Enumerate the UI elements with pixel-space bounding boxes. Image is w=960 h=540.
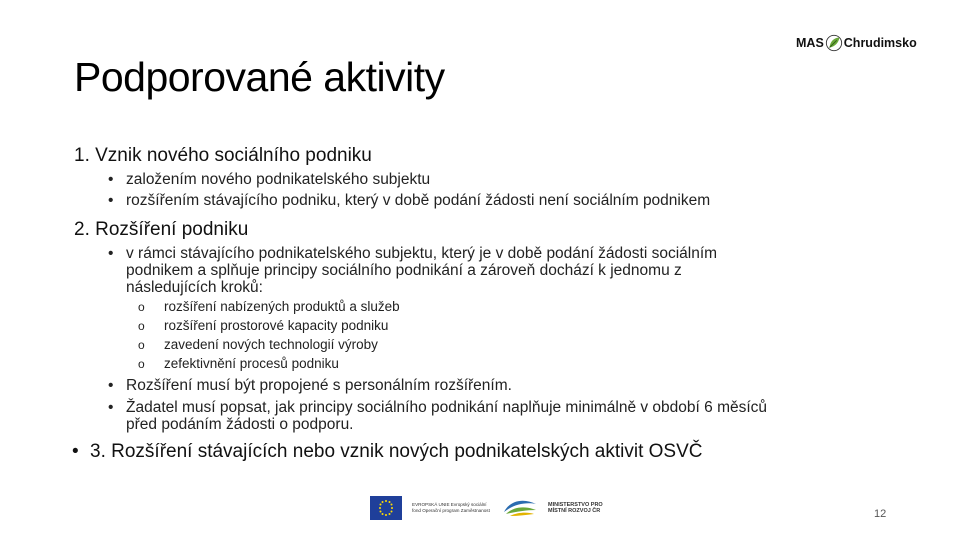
page-number: 12 xyxy=(874,508,887,520)
section-1-bullet-2 xyxy=(108,192,710,210)
section-3 xyxy=(72,441,703,463)
mmr-logo-icon xyxy=(502,496,538,520)
bullet-dot: • xyxy=(108,245,114,262)
eu-logo-text: EVROPSKÁ UNIE Evropský sociální fond Operační program Zaměstnanost xyxy=(412,502,490,513)
sub-item-text: zavedení nových technologií výroby xyxy=(164,337,378,352)
sub-item-text: zefektivnění procesů podniku xyxy=(164,356,339,371)
bullet-dot: • xyxy=(72,441,79,462)
logo-text-chrudimsko: Chrudimsko xyxy=(843,36,917,50)
logo-text-mas: MAS xyxy=(796,36,824,50)
sub-item-1 xyxy=(138,299,400,314)
sub-item-2 xyxy=(138,318,388,333)
bullet-text: rozšířením stávajícího podniku, který v době podání žádosti není sociálním podnikem xyxy=(126,192,711,209)
section-2-note-1 xyxy=(108,377,512,395)
sub-item-4 xyxy=(138,356,339,371)
circle-outline-icon: o xyxy=(138,319,145,333)
bullet-dot: • xyxy=(108,399,114,416)
footer-logos xyxy=(370,496,608,520)
bullet-text: v rámci stávajícího podnikatelského subjektu, který je v době podání žádosti sociálním xyxy=(126,245,718,262)
bullet-text: Rozšíření musí být propojené s personálním rozšířením. xyxy=(126,377,512,394)
section-3-heading: 3. Rozšíření stávajících nebo vznik nových podnikatelských aktivit OSVČ xyxy=(90,441,703,462)
bullet-dot: • xyxy=(108,171,114,188)
circle-outline-icon: o xyxy=(138,338,145,352)
circle-outline-icon: o xyxy=(138,357,145,371)
section-2-note-2-cont: před podáním žádosti o podporu. xyxy=(126,416,354,433)
circle-outline-icon: o xyxy=(138,300,145,314)
page-title: Podporované aktivity xyxy=(74,54,445,100)
section-2-note-2 xyxy=(108,399,767,417)
section-2-bullet-1 xyxy=(108,245,717,263)
mmr-logo-text: MINISTERSTVO PRO MÍSTNÍ ROZVOJ ČR xyxy=(548,501,603,514)
mas-logo xyxy=(796,34,917,52)
leaf-icon xyxy=(825,34,843,52)
section-2-bullet-1-cont-2: následujících kroků: xyxy=(126,279,263,296)
sub-item-text: rozšíření nabízených produktů a služeb xyxy=(164,299,400,314)
section-2-heading: 2. Rozšíření podniku xyxy=(74,219,249,240)
sub-item-3 xyxy=(138,337,378,352)
section-1-heading: 1. Vznik nového sociálního podniku xyxy=(74,145,372,166)
bullet-text: založením nového podnikatelského subjektu xyxy=(126,171,431,188)
section-2-bullet-1-cont-1: podnikem a splňuje principy sociálního podnikání a zároveň dochází k jednomu z xyxy=(126,262,682,279)
bullet-text: Žadatel musí popsat, jak principy sociálního podnikání naplňuje minimálně v období 6 měsíců xyxy=(126,399,768,416)
section-1-bullet-1 xyxy=(108,171,430,189)
bullet-dot: • xyxy=(108,192,114,209)
eu-flag-icon xyxy=(370,496,402,520)
bullet-dot: • xyxy=(108,377,114,394)
sub-item-text: rozšíření prostorové kapacity podniku xyxy=(164,318,389,333)
